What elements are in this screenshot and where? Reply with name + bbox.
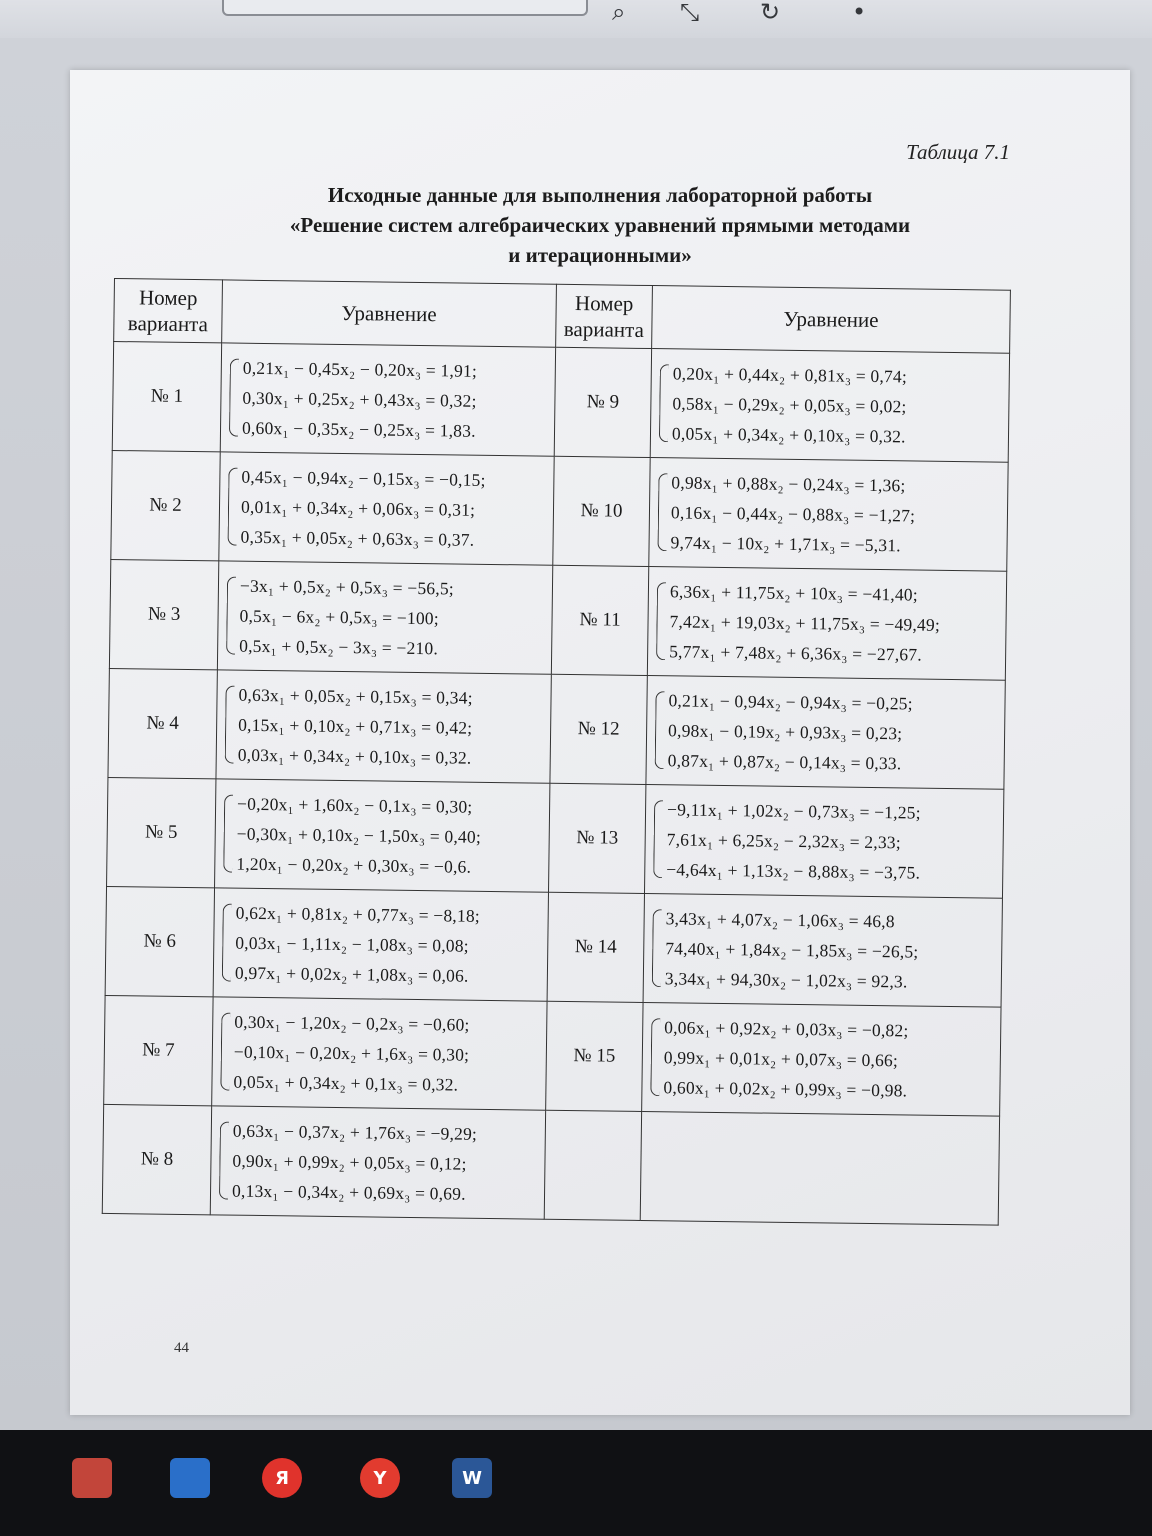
equation-system-left — [213, 888, 548, 1001]
title-line-2: «Решение систем алгебраических уравнений прямыми методами — [289, 213, 911, 237]
equation-lines — [232, 1116, 477, 1209]
table-title — [170, 180, 1030, 270]
table-row — [104, 995, 1001, 1116]
equation-line: 0,03x₁ − 1,11x₂ − 1,08x₃ = 0,08; — [235, 932, 469, 956]
system-brace — [223, 794, 233, 872]
header-variant-line2: варианта — [563, 316, 645, 342]
equation-line: 9,74x₁ − 10x₂ + 1,71x₃ = −5,31. — [670, 532, 901, 556]
equation-line: 0,63x₁ − 0,37x₂ + 1,76x₃ = −9,29; — [232, 1120, 478, 1144]
equation-line: 0,98x₁ + 0,88x₂ − 0,24x₃ = 1,36; — [671, 472, 906, 496]
equation-system — [644, 903, 1002, 998]
variant-number-right: № 12 — [550, 674, 647, 784]
equation-line: 0,97x₁ + 0,02x₂ + 1,08x₃ = 0,06. — [234, 962, 469, 986]
equation-line: 5,77x₁ + 7,48x₂ + 6,36x₃ = −27,67. — [669, 641, 922, 665]
system-brace — [656, 582, 666, 660]
variant-number-right — [544, 1110, 641, 1220]
equation-system — [217, 679, 551, 773]
table-row — [105, 886, 1002, 1007]
system-brace — [226, 577, 236, 655]
table-row — [112, 342, 1009, 463]
variant-number-left: № 4 — [108, 668, 217, 778]
variant-number-left: № 2 — [111, 450, 220, 560]
equation-line: −0,10x₁ − 0,20x₂ + 1,6x₃ = 0,30; — [233, 1041, 470, 1065]
system-brace — [655, 691, 665, 769]
equation-line: 0,58x₁ − 0,29x₂ + 0,05x₃ = 0,02; — [672, 393, 907, 417]
equation-system-left — [217, 561, 552, 674]
equation-line: 0,05x₁ + 0,34x₂ + 0,10x₃ = 0,32. — [671, 423, 906, 447]
app-toolbar — [0, 0, 1152, 38]
equation-line: 6,36x₁ + 11,75x₂ + 10x₃ = −41,40; — [669, 581, 919, 605]
equation-line: 0,5x₁ + 0,5x₂ − 3x₃ = −210. — [239, 635, 439, 659]
equation-line: 1,20x₁ − 0,20x₂ + 0,30x₃ = −0,6. — [236, 853, 472, 877]
equation-system-right — [642, 1002, 1001, 1116]
system-brace — [228, 468, 238, 546]
equation-lines — [235, 898, 480, 991]
equation-lines — [666, 794, 921, 887]
equation-lines — [239, 571, 454, 664]
equation-system — [221, 352, 555, 446]
equation-line: 0,5x₁ − 6x₂ + 0,5x₃ = −100; — [239, 605, 440, 629]
equation-lines — [670, 467, 915, 560]
header-equation-right: Уравнение — [652, 286, 1011, 354]
equation-system-left — [212, 997, 547, 1110]
equation-system-left — [220, 343, 555, 456]
table-row — [107, 777, 1004, 898]
equation-system-left — [219, 452, 554, 565]
equation-lines — [238, 680, 473, 773]
equation-lines — [669, 576, 941, 670]
equation-lines — [663, 1012, 908, 1105]
mail-icon[interactable] — [170, 1458, 210, 1498]
table-header-row — [114, 279, 1011, 354]
more-options-icon[interactable]: • — [852, 0, 867, 26]
equation-line: 0,13x₁ − 0,34x₂ + 0,69x₃ = 0,69. — [231, 1180, 466, 1204]
equation-lines — [242, 353, 477, 446]
table-caption: Таблица 7.1 — [906, 140, 1010, 164]
header-variant-right — [556, 284, 653, 348]
equation-lines — [233, 1007, 469, 1100]
equation-line: 0,60x₁ + 0,02x₂ + 0,99x₃ = −0,98. — [663, 1077, 908, 1101]
equation-line: −0,30x₁ + 0,10x₂ − 1,50x₃ = 0,40; — [236, 823, 482, 847]
system-brace — [229, 359, 239, 437]
equation-line: 0,87x₁ + 0,87x₂ − 0,14x₃ = 0,33. — [667, 750, 902, 774]
equation-line: 0,62x₁ + 0,81x₂ + 0,77x₃ = −8,18; — [235, 902, 481, 926]
system-brace — [225, 685, 235, 763]
equation-system-left — [210, 1106, 545, 1219]
equation-line: 3,34x₁ + 94,30x₂ − 1,02x₃ = 92,3. — [664, 968, 908, 992]
equation-system-right — [646, 676, 1005, 790]
equation-line: 0,03x₁ + 0,34x₂ + 0,10x₃ = 0,32. — [237, 744, 472, 768]
table-row — [109, 559, 1006, 680]
equation-system — [651, 358, 1009, 453]
system-brace — [653, 800, 663, 878]
toolbar-search-field[interactable] — [222, 0, 588, 16]
equation-line: 0,60x₁ − 0,35x₂ − 0,25x₃ = 1,83. — [241, 417, 476, 441]
document-viewport — [0, 38, 1152, 1430]
variant-number-left: № 3 — [109, 559, 218, 669]
equation-line: 0,99x₁ + 0,01x₂ + 0,07x₃ = 0,66; — [663, 1047, 899, 1071]
system-brace — [222, 903, 232, 981]
equation-system — [649, 467, 1007, 562]
equation-line: 7,61x₁ + 6,25x₂ − 2,32x₃ = 2,33; — [666, 829, 901, 853]
equation-system-left — [215, 779, 550, 892]
header-variant-left — [114, 279, 223, 343]
equation-lines — [672, 358, 907, 451]
equation-line: 0,63x₁ + 0,05x₂ + 0,15x₃ = 0,34; — [238, 684, 473, 708]
equation-system-right — [647, 567, 1006, 681]
variants-table — [102, 278, 1011, 1226]
equation-system-right — [643, 893, 1002, 1007]
variant-number-right: № 14 — [547, 892, 644, 1002]
page-number: 44 — [174, 1340, 189, 1356]
header-variant-line1: Номер — [574, 291, 634, 316]
table-row — [108, 668, 1005, 789]
header-variant-line2: варианта — [127, 311, 209, 337]
equation-line: 0,05x₁ + 0,34x₂ + 0,1x₃ = 0,32. — [233, 1071, 459, 1095]
equation-system — [645, 794, 1003, 889]
variant-number-left: № 8 — [102, 1104, 211, 1214]
equation-line: 0,16x₁ − 0,44x₂ − 0,88x₃ = −1,27; — [670, 502, 916, 526]
variant-number-right: № 11 — [551, 565, 648, 675]
equation-line: 0,15x₁ + 0,10x₂ + 0,71x₃ = 0,42; — [238, 714, 473, 738]
search-icon[interactable]: ⌕ — [612, 0, 626, 26]
variant-number-right: № 15 — [546, 1001, 643, 1111]
taskbar — [0, 1430, 1152, 1536]
equation-line: 74,40x₁ + 1,84x₂ − 1,85x₃ = −26,5; — [665, 938, 919, 962]
equation-system — [642, 1012, 1000, 1107]
variant-number-left: № 5 — [107, 777, 216, 887]
equation-line: 0,90x₁ + 0,99x₂ + 0,05x₃ = 0,12; — [232, 1150, 467, 1174]
yandex-icon[interactable]: Я — [262, 1458, 302, 1498]
equation-system-left — [216, 670, 551, 783]
equation-line: −9,11x₁ + 1,02x₂ − 0,73x₃ = −1,25; — [666, 799, 921, 823]
equation-system — [211, 1115, 545, 1209]
equation-lines — [240, 462, 485, 555]
yandex-browser-icon[interactable]: Y — [360, 1458, 400, 1498]
equation-line: 0,98x₁ − 0,19x₂ + 0,93x₃ = 0,23; — [667, 720, 903, 744]
title-line-1: Исходные данные для выполнения лабораторной работы — [327, 183, 873, 207]
equation-system — [218, 570, 552, 664]
title-line-3: и итерационными» — [508, 243, 692, 267]
equation-lines — [668, 685, 913, 778]
word-icon[interactable]: W — [452, 1458, 492, 1498]
document-page — [70, 70, 1130, 1415]
equation-system — [212, 1006, 546, 1100]
system-brace — [220, 1012, 230, 1090]
equation-line: 0,20x₁ + 0,44x₂ + 0,81x₃ = 0,74; — [672, 363, 908, 387]
equation-line: 0,30x₁ + 0,25x₂ + 0,43x₃ = 0,32; — [242, 387, 477, 411]
equation-lines — [665, 903, 919, 996]
equation-line: 0,30x₁ − 1,20x₂ − 0,2x₃ = −0,60; — [234, 1011, 470, 1035]
store-icon[interactable] — [72, 1458, 112, 1498]
header-equation-left: Уравнение — [222, 280, 557, 347]
table-row — [102, 1104, 999, 1225]
system-brace — [659, 364, 669, 442]
variant-number-right: № 13 — [548, 783, 645, 893]
variant-number-left: № 6 — [105, 886, 214, 996]
equation-line: 0,21x₁ − 0,45x₂ − 0,20x₃ = 1,91; — [242, 357, 478, 381]
system-brace — [652, 909, 662, 987]
variant-number-left: № 7 — [104, 995, 213, 1105]
refresh-icon[interactable]: ↻ — [760, 0, 781, 26]
header-variant-line1: Номер — [138, 285, 198, 311]
equation-system — [215, 788, 549, 882]
equation-system-right — [644, 785, 1003, 899]
table-row — [111, 450, 1008, 571]
system-brace — [657, 473, 667, 551]
equation-line: 0,35x₁ + 0,05x₂ + 0,63x₃ = 0,37. — [240, 526, 475, 550]
equation-system — [648, 576, 1006, 671]
equation-line: 0,01x₁ + 0,34x₂ + 0,06x₃ = 0,31; — [240, 496, 476, 520]
resize-icon[interactable]: ⤡ — [680, 0, 700, 26]
equation-line: 0,21x₁ − 0,94x₂ − 0,94x₃ = −0,25; — [668, 690, 913, 714]
equation-line: −3x₁ + 0,5x₂ + 0,5x₃ = −56,5; — [239, 575, 455, 599]
variant-number-left: № 1 — [112, 342, 221, 452]
variant-number-right: № 10 — [553, 456, 650, 566]
equation-system-right — [640, 1111, 999, 1225]
equation-system — [214, 897, 548, 991]
equation-line: −0,20x₁ + 1,60x₂ − 0,1x₃ = 0,30; — [236, 793, 473, 817]
equation-line: −4,64x₁ + 1,13x₂ − 8,88x₃ = −3,75. — [666, 859, 921, 883]
system-brace — [650, 1018, 660, 1096]
variant-number-right: № 9 — [554, 347, 651, 457]
equation-system — [219, 461, 553, 555]
equation-line: 0,45x₁ − 0,94x₂ − 0,15x₃ = −0,15; — [241, 466, 486, 490]
equation-lines — [236, 789, 481, 882]
equation-line: 7,42x₁ + 19,03x₂ + 11,75x₃ = −49,49; — [669, 611, 941, 635]
equation-system-right — [649, 458, 1008, 572]
equation-system — [647, 685, 1005, 780]
equation-line: 3,43x₁ + 4,07x₂ − 1,06x₃ = 46,8 — [665, 908, 895, 932]
equation-line: 0,06x₁ + 0,92x₂ + 0,03x₃ = −0,82; — [664, 1017, 909, 1041]
equation-system-right — [650, 349, 1009, 463]
system-brace — [219, 1121, 229, 1199]
